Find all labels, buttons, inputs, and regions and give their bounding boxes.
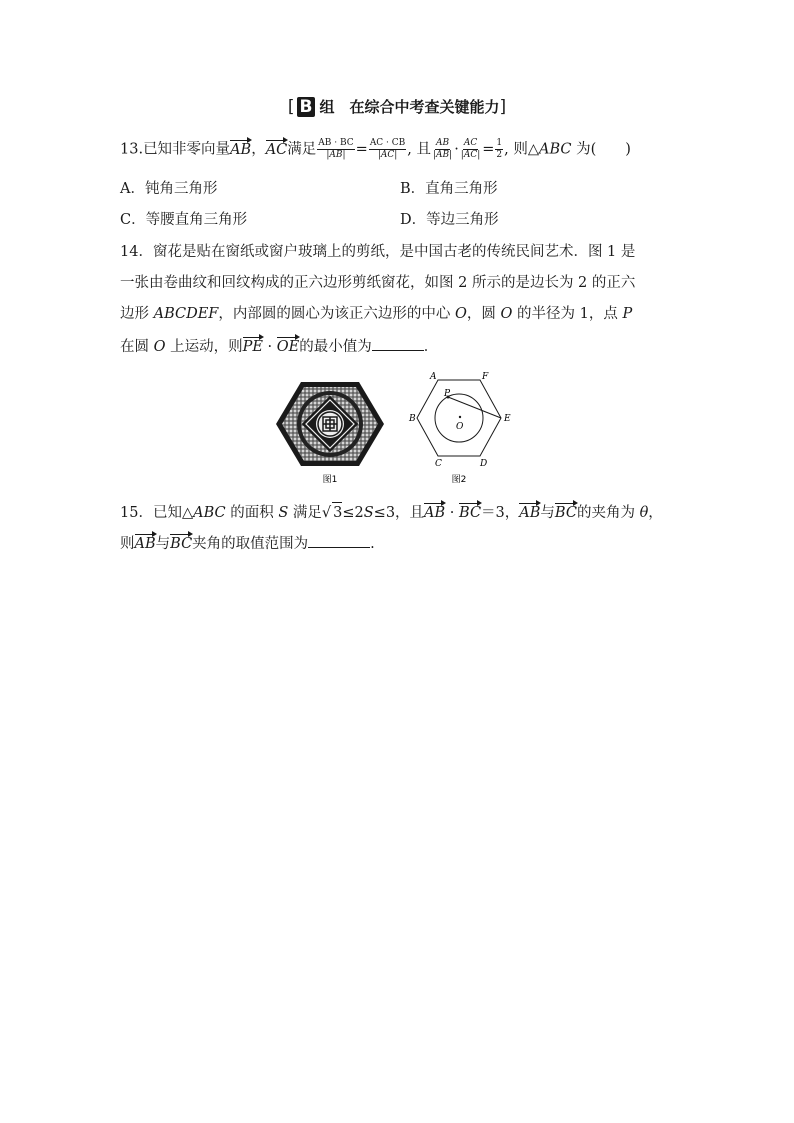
- fraction-denominator: |AB|: [326, 150, 346, 160]
- label-e: E: [504, 414, 511, 424]
- q15-text: 的夹角为: [576, 505, 640, 521]
- vector-oe: OE: [276, 339, 300, 355]
- sqrt-radicand: 3: [332, 502, 342, 523]
- q14-text: 上运动，则: [165, 339, 243, 355]
- q15-text: 与: [155, 536, 171, 552]
- fraction-numerator: 1: [496, 138, 503, 148]
- q14-text: 边形: [120, 306, 154, 322]
- q15-line-2: [120, 533, 375, 554]
- q15-text: 夹角的取值范围为: [192, 536, 309, 552]
- vector-ab: AB: [424, 505, 446, 521]
- q14-text: 的最小值为: [299, 339, 372, 355]
- figure-1-window-flower: [274, 374, 386, 486]
- fraction-denominator: |AC|: [460, 150, 481, 160]
- triangle-name: ABC: [539, 141, 572, 158]
- answer-blank[interactable]: [372, 336, 424, 351]
- close-bracket: ]: [499, 97, 507, 117]
- fraction-half: [495, 138, 503, 161]
- q14-text: ，内部圆的圆心为该正六边形的中心: [218, 306, 455, 322]
- label-o: O: [456, 422, 464, 432]
- triangle-name: ABC: [193, 505, 226, 521]
- vector-pe: PE: [242, 339, 263, 355]
- fraction-3: [432, 138, 453, 161]
- option-b[interactable]: B．直角三角形: [400, 181, 498, 197]
- option-c[interactable]: C．等腰直角三角形: [120, 212, 248, 228]
- equals-sign: =: [355, 141, 368, 158]
- q15-text: ，: [648, 505, 663, 521]
- q15-text: 满足: [288, 505, 322, 521]
- point-o: O: [454, 306, 467, 322]
- q15-text: 则: [120, 536, 135, 552]
- q13-text: , 且: [407, 141, 431, 158]
- q13-text: 为( ): [571, 141, 631, 158]
- fraction-denominator: 2: [496, 150, 503, 160]
- question-13-stem: [120, 138, 631, 161]
- fraction-numerator: AB · BC: [318, 138, 354, 148]
- vector-ab: AB: [230, 141, 252, 158]
- vector-bc: BC: [459, 505, 482, 521]
- fraction-2: [369, 138, 406, 161]
- vector-ab: AB: [519, 505, 541, 521]
- area-symbol: S: [363, 505, 374, 521]
- label-p: P: [444, 389, 451, 399]
- option-d[interactable]: D．等边三角形: [400, 212, 499, 228]
- theta-symbol: θ: [639, 505, 649, 521]
- group-badge: B: [297, 97, 316, 117]
- label-f: F: [482, 372, 489, 382]
- dot-operator: ·: [454, 141, 459, 158]
- q13-text: 满足: [287, 141, 317, 158]
- figure-2-caption: 图2: [451, 475, 467, 485]
- fraction-4: [460, 138, 481, 161]
- q15-text: .: [370, 536, 375, 552]
- q13-text: , 则△: [504, 141, 540, 158]
- section-title-text: 组 在综合中考查关键能力: [319, 98, 500, 116]
- vector-bc: BC: [170, 536, 193, 552]
- q15-text: ≤3，且: [373, 505, 425, 521]
- q14-line-1: 14．窗花是贴在窗纸或窗户玻璃上的剪纸，是中国古老的传统民间艺术．图 1 是: [120, 244, 636, 260]
- equals-sign: =: [482, 141, 495, 158]
- dot-operator: ·: [262, 339, 277, 355]
- fraction-numerator: AC: [463, 138, 478, 148]
- point-o-dot: [459, 416, 461, 418]
- q15-text: 与: [540, 505, 555, 521]
- vector-ac: AC: [265, 141, 288, 158]
- point-p: P: [622, 306, 633, 322]
- fraction-numerator: AB: [436, 138, 450, 148]
- q13-text: 已知非零向量: [143, 141, 231, 158]
- point-o: O: [500, 306, 513, 322]
- figure-2-hexagon-diagram: [400, 368, 522, 488]
- label-b: B: [409, 414, 416, 424]
- answer-blank[interactable]: [308, 533, 370, 548]
- sqrt-sign: √: [321, 505, 332, 521]
- q14-text: ，圆: [466, 306, 501, 322]
- q15-text: ≤2: [342, 505, 364, 521]
- hexagon-abcdef: [417, 380, 501, 456]
- hexagon-name: ABCDEF: [153, 306, 219, 322]
- vector-ab: AB: [134, 536, 156, 552]
- figure-1-caption: 图1: [322, 475, 338, 485]
- q15-text: 的面积: [225, 505, 279, 521]
- q15-text: ＝3，: [481, 505, 520, 521]
- q14-line-3: [120, 304, 632, 324]
- dot-operator: ·: [445, 505, 460, 521]
- q14-line-2: 一张由卷曲纹和回纹构成的正六边形剪纸窗花，如图 2 所示的是边长为 2 的正六: [120, 275, 636, 291]
- q14-text: 在圆: [120, 339, 154, 355]
- label-d: D: [480, 459, 488, 469]
- vector-bc: BC: [554, 505, 577, 521]
- q14-line-4: [120, 336, 438, 357]
- label-c: C: [435, 459, 442, 469]
- section-heading: [0, 96, 794, 117]
- q13-number: 13.: [120, 141, 144, 158]
- q14-text: 的半径为 1，点: [512, 306, 623, 322]
- label-a: A: [430, 372, 437, 382]
- point-o: O: [153, 339, 166, 355]
- q13-comma: ，: [251, 141, 266, 158]
- fraction-denominator: |AC|: [377, 150, 398, 160]
- fraction-numerator: AC · CB: [369, 138, 406, 148]
- q14-text: ．: [423, 339, 439, 355]
- q15-line-1: [120, 502, 663, 523]
- fraction-denominator: |AB|: [433, 150, 453, 160]
- fraction-1: [317, 138, 354, 161]
- q15-text: 15．已知△: [120, 505, 194, 521]
- option-a[interactable]: A．钝角三角形: [120, 181, 218, 197]
- area-symbol: S: [278, 505, 289, 521]
- open-bracket: [: [287, 97, 295, 117]
